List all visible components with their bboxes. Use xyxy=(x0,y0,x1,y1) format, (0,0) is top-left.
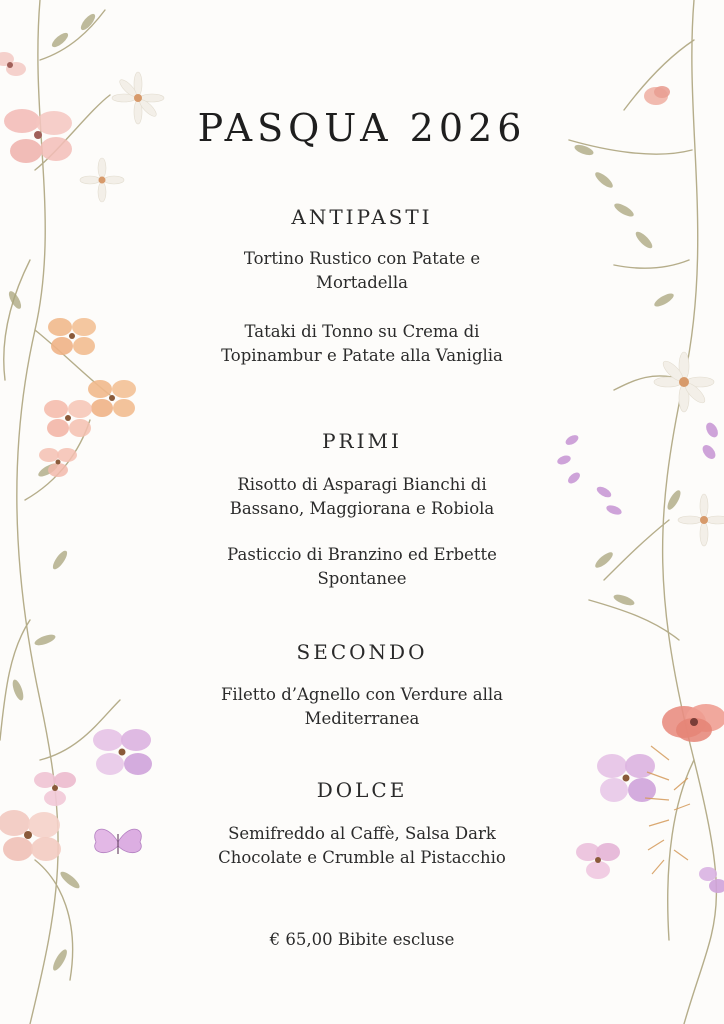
dish-line: Filetto d’Agnello con Verdure alla xyxy=(220,685,504,704)
dish-item xyxy=(160,247,564,295)
dish-item xyxy=(160,473,564,521)
dish-line: Tataki di Tonno su Crema di xyxy=(244,322,480,341)
menu-title: PASQUA 2026 xyxy=(197,106,527,150)
dish-item xyxy=(160,822,564,870)
dish-item xyxy=(160,543,564,591)
left-floral-border-icon xyxy=(0,0,180,1024)
dish-item xyxy=(160,683,564,731)
dish-line: Risotto di Asparagi Bianchi di xyxy=(237,475,487,494)
dish-line: Tortino Rustico con Patate e xyxy=(243,249,481,268)
dish-line: Topinambur e Patate alla Vaniglia xyxy=(221,346,503,365)
dish-line: Semifreddo al Caffè, Salsa Dark xyxy=(228,824,496,843)
dish-line: Spontanee xyxy=(317,569,407,588)
section-heading-dolce: DOLCE xyxy=(316,778,408,802)
dish-line: Pasticcio di Branzino ed Erbette xyxy=(227,545,497,564)
dish-item xyxy=(160,320,564,368)
dish-line: Bassano, Maggiorana e Robiola xyxy=(229,499,495,518)
dish-line: Chocolate e Crumble al Pistacchio xyxy=(218,848,506,867)
section-heading-primi: PRIMI xyxy=(322,429,402,453)
butterfly-icon xyxy=(95,829,142,854)
menu xyxy=(160,0,564,1024)
right-floral-border-icon xyxy=(544,0,724,1024)
dish-line: Mortadella xyxy=(316,273,408,292)
price-note: € 65,00 Bibite escluse xyxy=(269,930,455,949)
dish-line: Mediterranea xyxy=(304,709,420,728)
section-heading-antipasti: ANTIPASTI xyxy=(291,205,433,229)
section-heading-secondo: SECONDO xyxy=(296,640,428,664)
